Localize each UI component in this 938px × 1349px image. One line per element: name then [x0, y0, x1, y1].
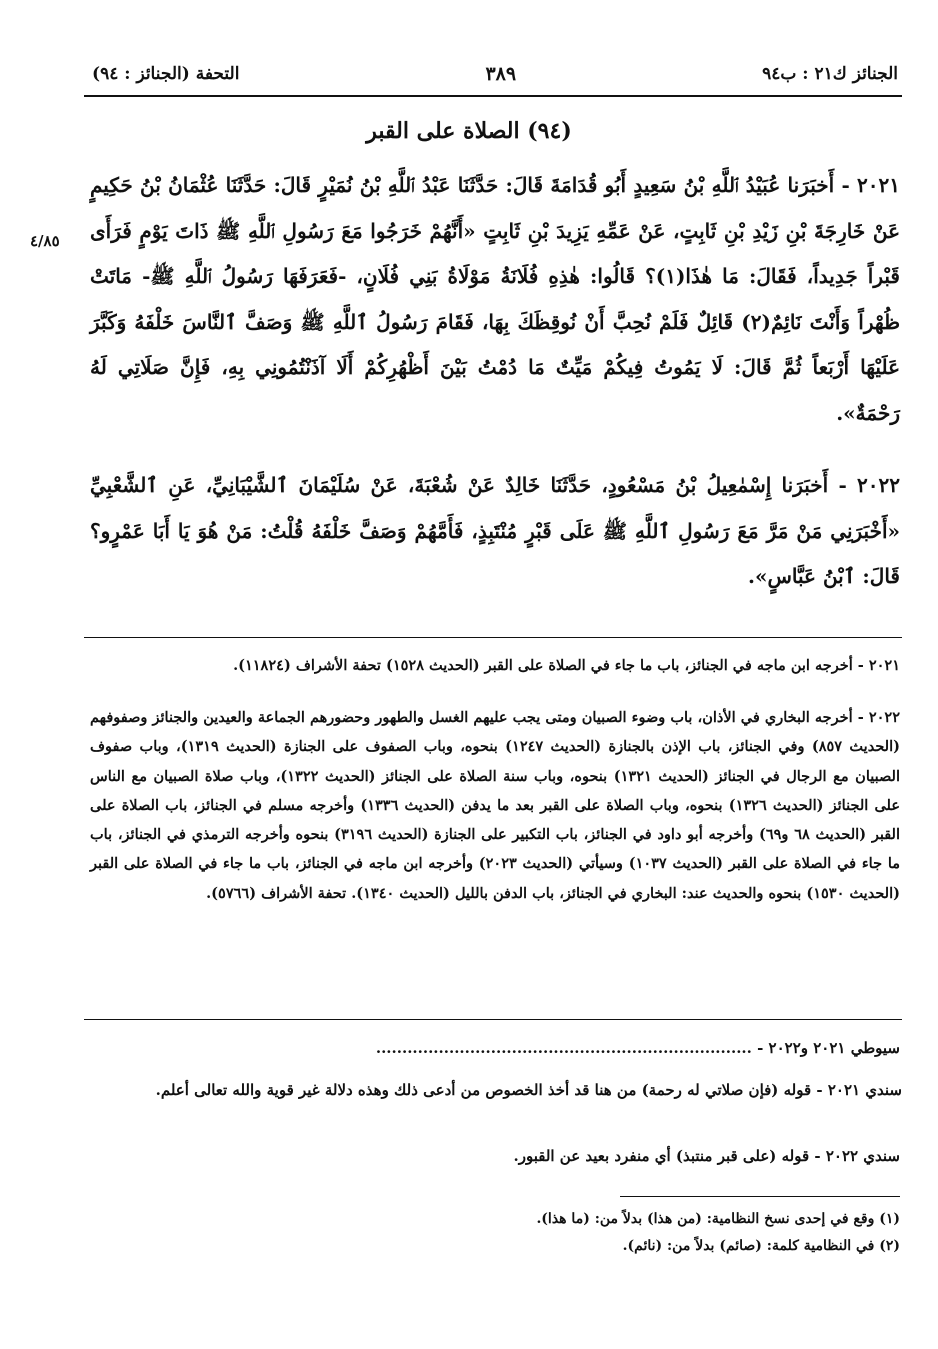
takhrij-2022: ٢٠٢٢ - أخرجه البخاري في الأذان، باب وضوء الصبيان ومتى يجب عليهم الغسل والطهور وحضورهم الجماعة والعيدين والجنائز وصفوفهم (الحديث ٨٥٧) وفي الجنائز، باب الإذن بالجنازة (الحديث ١٢٤٧) بنحوه، وباب الصفوف على الجنازة (الحديث ١٣١٩)، وباب صفوف الصبيان مع الرجال في الجنائز (الحديث ١٣٢١) بنحوه، وباب سنة الصلاة على الجنائز (الحديث ١٣٢٢)، وباب صلاة الصبيان مع الناس على الجنائز (الحديث ١٣٢٦) بنحوه، وباب الصلاة على القبر بعد ما يدفن (الحديث ١٣٣٦) وأخرجه مسلم في الجنائز، باب الصلاة على القبر (الحديث ٦٨ و٦٩) وأخرجه أبو داود في الجنائز، باب التكبير على الجنازة (الحديث ٣١٩٦) بنحوه وأخرجه الترمذي في الجنائز، باب ما جاء في الصلاة على القبر (الحديث ١٠٣٧) وسيأتي (الحديث ٢٠٢٣) وأخرجه ابن ماجه في الجنائز، باب ما جاء في الصلاة على القبر (الحديث ١٥٣٠) بنحوه والحديث عند: البخاري في الجنائز، باب الدفن بالليل (الحديث ١٣٤٠). تحفة الأشراف (٥٧٦٦). [90, 709, 901, 902]
hadith-text: - أَخبَرَنا عُبَيْدُ ٱللَّهِ بْنُ سَعِيدٍ أَبُو قُدَامَةَ قَالَ: حَدَّثَنَا عَبْدُ ٱللَّهِ بْنُ نُمَيْرٍ قَالَ: حَدَّثَنَا عُثْمَانُ بْنُ حَكِيمٍ عَنْ خَارِجَةَ بْنِ زَيْدِ بْنِ ثَابِتٍ، عَنْ عَمِّهِ يَزِيدَ بْنِ ثَابِتٍ «أَنَّهُمْ خَرَجُوا مَعَ رَسُولِ ٱللَّهِ ﷺ ذَاتَ يَوْمٍ فَرَأَى قَبْراً جَدِيداً، فَقَالَ: مَا هٰذَا(١)؟ قَالُوا: هٰذِهِ فُلَانَةُ مَوْلَاةُ بَنِي فُلَانٍ، -فَعَرَفَهَا رَسُولُ ٱللَّهِ ﷺ- مَاتَتْ ظُهْراً وَأَنْتَ نَائِمٌ(٢) قَائِلٌ فَلَمْ نُحِبَّ أَنْ نُوقِظَكَ بِهَا، فَقَامَ رَسُولُ ٱللَّهِ ﷺ وَصَفَّ ٱلنَّاسَ خَلْفَهُ وَكَبَّرَ عَلَيْهَا أَرْبَعاً ثُمَّ قَالَ: لَا يَمُوتُ فِيكُمْ مَيِّتٌ مَا دُمْتُ بَيْنَ أَظْهُرِكُمْ أَلَا آذَنْتُمُونِي بِهِ، فَإِنَّ صَلَاتِي لَهُ رَحْمَةٌ». [90, 173, 900, 425]
commentary-divider [84, 1019, 902, 1020]
hadith-text: - أَخبَرَنا إِسْمٰعِيلُ بْنُ مَسْعُودٍ، حَدَّثَنَا خَالِدٌ عَنْ شُعْبَةَ، عَنْ سُلَيْمَانَ ٱلشَّيْبَانِيِّ، عَنِ ٱلشَّعْبِيِّ «أَخْبَرَنِي مَنْ مَرَّ مَعَ رَسُولِ ٱللَّهِ ﷺ عَلَى قَبْرٍ مُنْتَبِذٍ، فَأَمَّهُمْ وَصَفَّ خَلْفَهُ قُلْتُ: مَنْ هُوَ يَا أَبَا عَمْرٍو؟ قَالَ: ٱبْنُ عَبَّاسٍ». [90, 473, 900, 588]
header-divider [84, 95, 902, 97]
hadith-2022 [90, 463, 900, 600]
page-number: ٣٨٩ [485, 63, 517, 85]
hadith-number: ٢٠٢١ [857, 173, 900, 197]
footnote-1: (١) وقع في إحدى نسخ النظامية: (من هذا) بدلاً من: (ما هذا). [536, 1211, 900, 1227]
page-header [92, 58, 898, 90]
header-book-chapter-ref: الجنائز ك٢١ : ب٩٤ [762, 64, 898, 84]
footnote-2: (٢) في النظامية كلمة: (صائم) بدلاً من: (نائم). [622, 1238, 900, 1254]
suyuti-label: سيوطي ٢٠٢١ و٢٠٢٢ - [757, 1039, 900, 1057]
commentary-sindi-2022: سندي ٢٠٢٢ - قوله (على قبر منتبذ) أي منفرد بعيد عن القبور. [513, 1147, 900, 1165]
takhrij-2021: ٢٠٢١ - أخرجه ابن ماجه في الجنائز، باب ما جاء في الصلاة على القبر (الحديث ١٥٢٨) تحفة الأشراف (١١٨٢٤). [233, 657, 900, 674]
footnotes [90, 1206, 900, 1260]
margin-volume-reference: ٤/٨٥ [30, 232, 60, 250]
suyuti-dots: ........................................................................ [375, 1039, 752, 1057]
takhrij-divider [84, 637, 902, 638]
header-tuhfa-ref: التحفة (الجنائز : ٩٤) [92, 64, 240, 84]
commentary-sindi-2021: سندي ٢٠٢١ - قوله (فإن صلاتي له رحمة) من هنا قد أخذ الخصوص من أدعى ذلك وهذه دلالة غير قوية والله تعالى أعلم. [155, 1081, 902, 1099]
hadith-number: ٢٠٢٢ [857, 473, 900, 497]
chapter-title: (٩٤) الصلاة على القبر [366, 118, 572, 144]
footnote-divider [620, 1196, 900, 1197]
hadith-2021 [90, 163, 900, 436]
commentary-suyuti [90, 1031, 900, 1065]
